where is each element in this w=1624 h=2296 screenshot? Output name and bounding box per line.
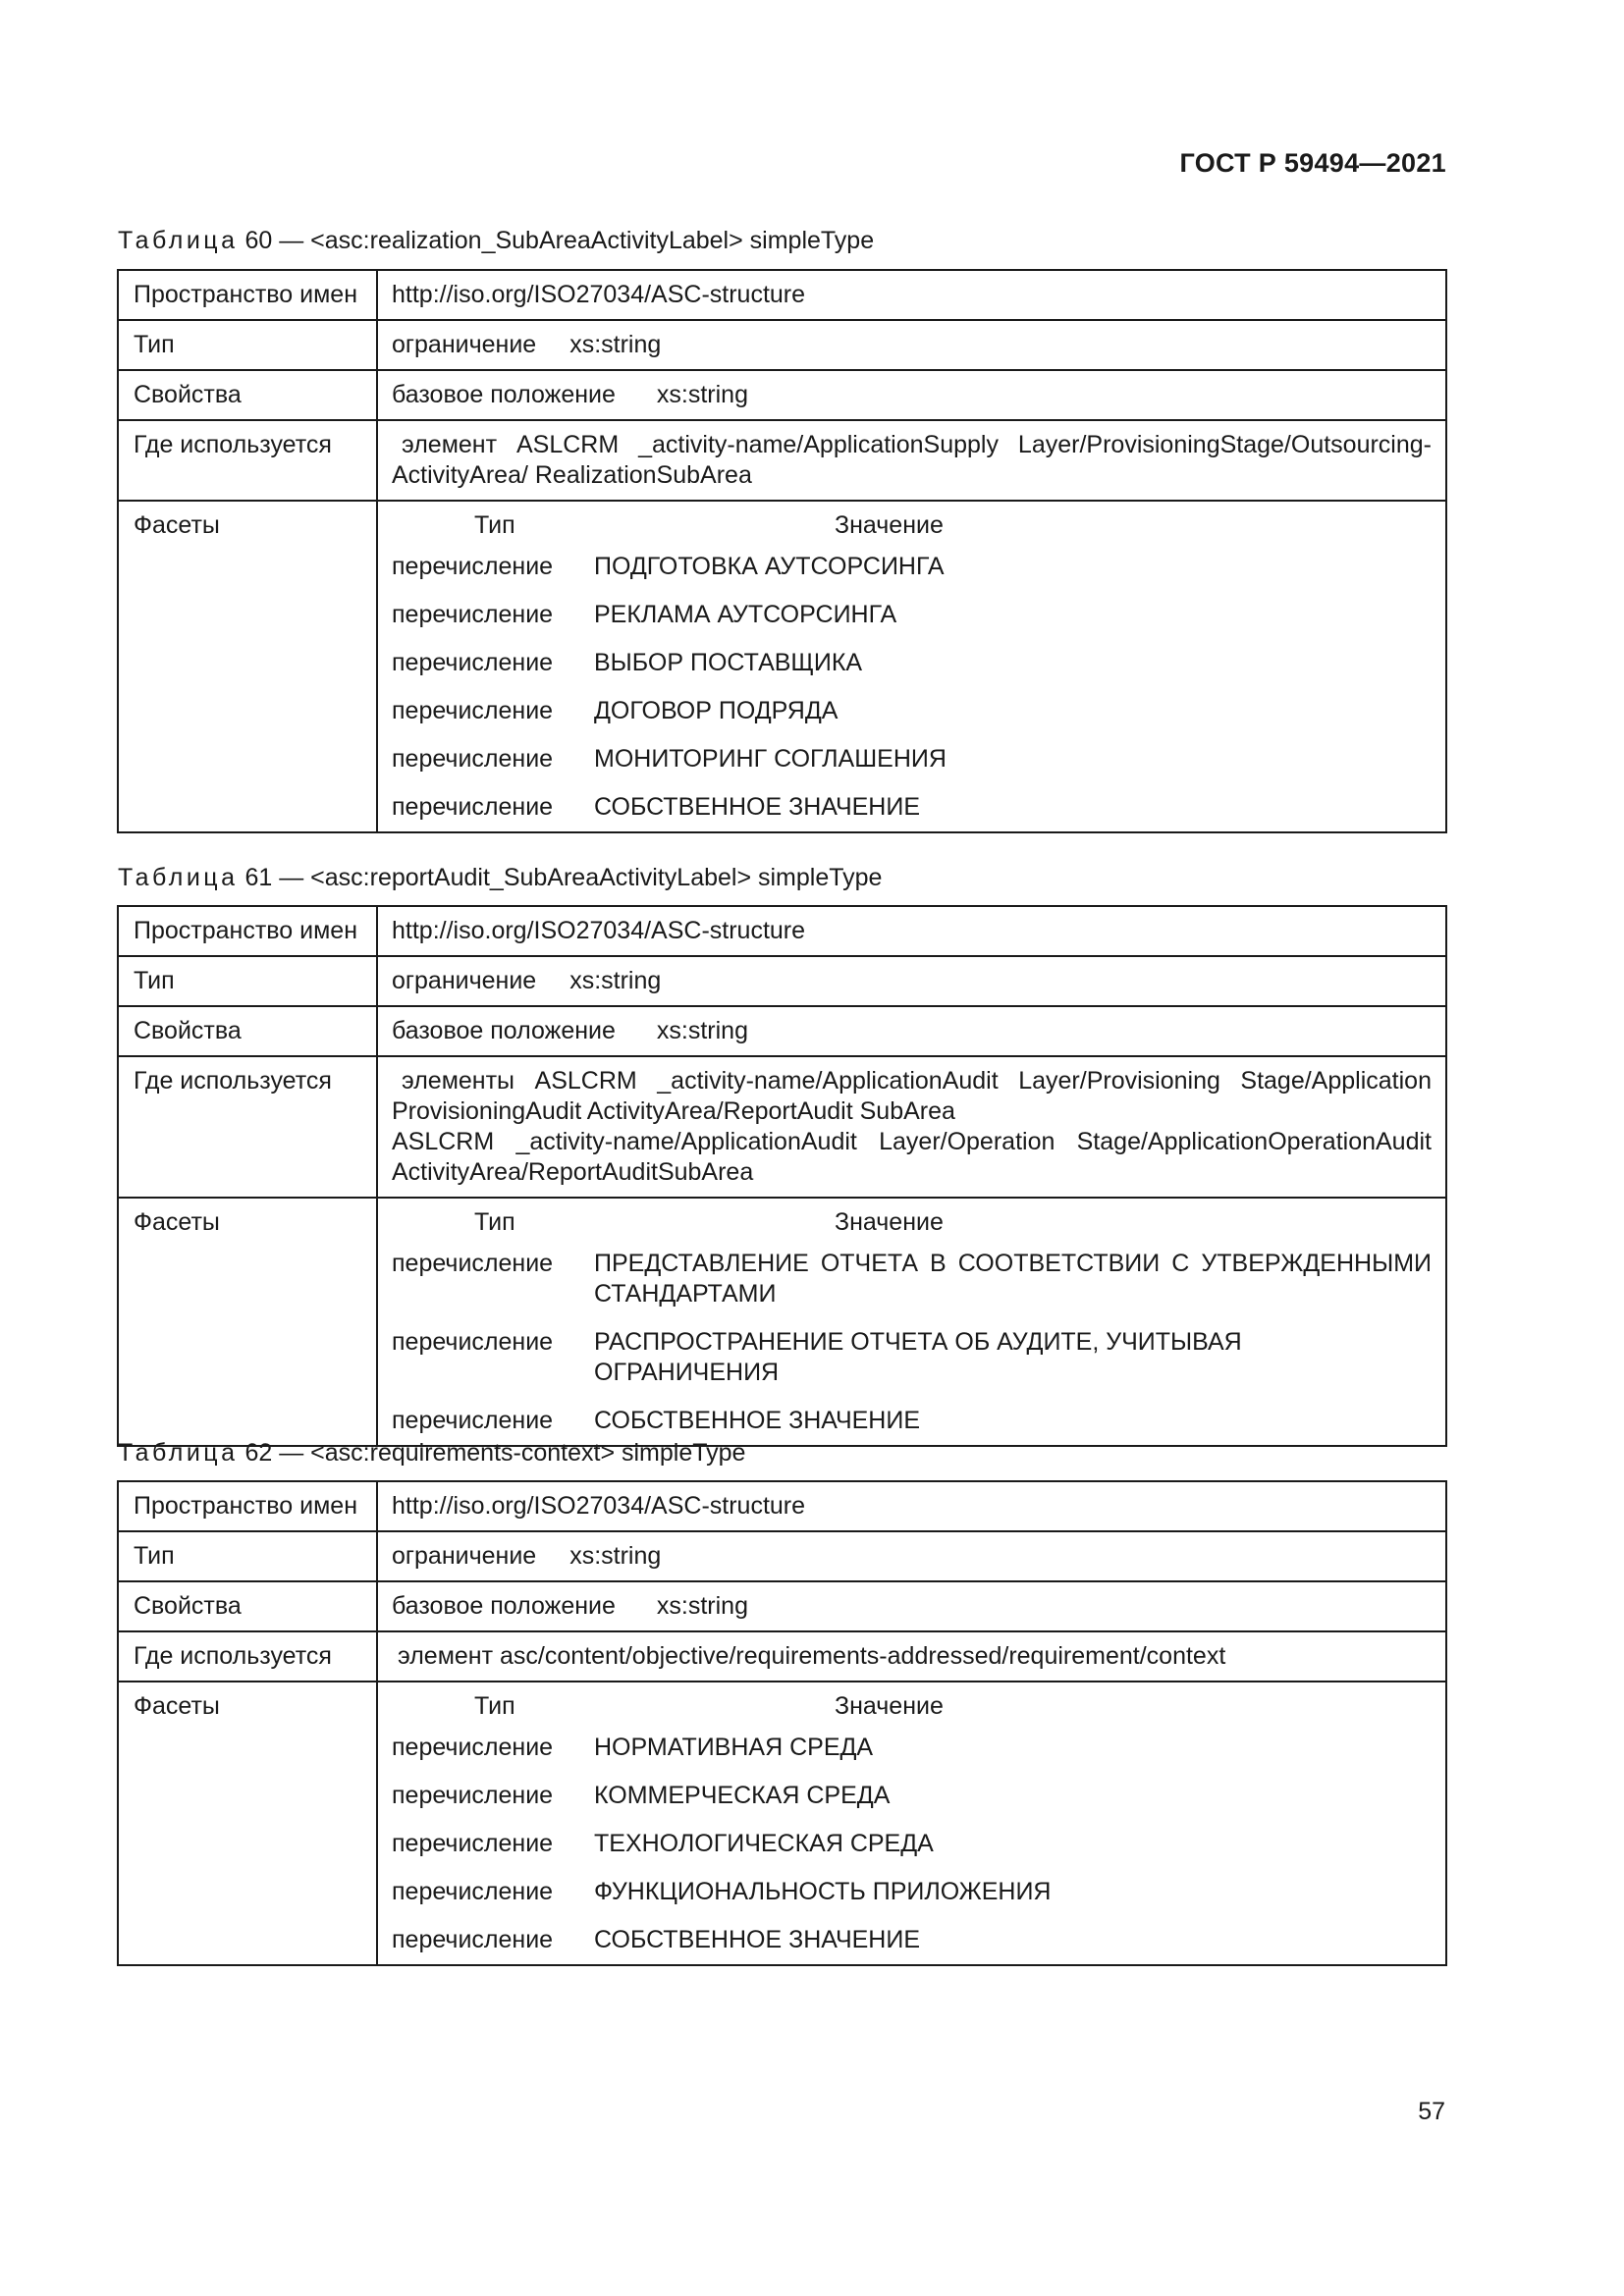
facet-value: ДОГОВОР ПОДРЯДА [594,697,839,724]
facet-value: КОММЕРЧЕСКАЯ СРЕДА [594,1782,891,1809]
props-cell [377,1581,1446,1631]
type-key: ограничение [392,1542,537,1570]
table-row [118,320,1446,370]
facet-row [392,1877,1432,1907]
namespace-label: Пространство имен [118,270,377,320]
schema-table-62 [117,1480,1447,1966]
props-key: базовое положение [392,1017,616,1044]
used-line: элементы ASLCRM _activity-name/ApplicationAudit Layer/Provisioning Stage/Application [402,1067,1432,1095]
facets-value-header: Значение [835,1692,944,1720]
facets-cell [377,1682,1446,1965]
facet-type: перечисление [392,1926,554,1953]
facets-type-header: Тип [474,511,515,539]
used-label: Где используется [118,1056,377,1198]
facets-value-header: Значение [835,511,944,539]
facets-label: Фасеты [118,501,377,832]
facet-row [392,552,1432,582]
facet-type: перечисление [392,553,554,580]
facet-value: ВЫБОР ПОСТАВЩИКА [594,649,863,676]
props-value: xs:string [656,1017,748,1044]
facets-cell [377,501,1446,832]
facets-label: Фасеты [118,1682,377,1965]
facet-row [392,1406,1432,1436]
used-line: элемент ASLCRM _activity-name/ApplicationSupply Layer/ProvisioningStage/Outsourcing- [402,431,1432,458]
table-caption-text: 62 — <asc:requirements-context> simpleType [238,1439,746,1467]
type-label: Тип [118,320,377,370]
facets-label: Фасеты [118,1198,377,1446]
type-value: xs:string [569,967,662,994]
table-caption-prefix: Таблица [118,227,239,254]
facet-row [392,696,1432,726]
table-row [118,906,1446,956]
facet-value: РЕКЛАМА АУТСОРСИНГА [594,601,897,628]
facet-value: ПРЕДСТАВЛЕНИЕ ОТЧЕТА В СООТВЕТСТВИИ С УТВЕРЖДЕННЫМИ СТАНДАРТАМИ [594,1250,1432,1308]
table-caption [118,227,874,255]
facet-type: перечисление [392,697,554,724]
facet-row [392,1249,1432,1309]
facet-value: ПОДГОТОВКА АУТСОРСИНГА [594,553,945,580]
table-row [118,501,1446,832]
facet-type: перечисление [392,1878,554,1905]
type-cell [377,320,1446,370]
facet-row [392,1829,1432,1859]
type-key: ограничение [392,331,537,358]
table-row [118,1631,1446,1682]
type-value: xs:string [569,1542,662,1570]
used-line: ActivityArea/ RealizationSubArea [392,461,752,489]
used-line: ProvisioningAudit ActivityArea/ReportAudit SubArea [392,1097,955,1125]
facet-row [392,792,1432,823]
used-label: Где используется [118,420,377,501]
table-row [118,956,1446,1006]
facet-type: перечисление [392,601,554,628]
schema-table-61 [117,905,1447,1447]
props-label: Свойства [118,1581,377,1631]
facet-row [392,648,1432,678]
table-caption-prefix: Таблица [118,864,239,891]
table-row [118,370,1446,420]
props-cell [377,1006,1446,1056]
facet-row [392,600,1432,630]
table-row [118,1198,1446,1446]
used-line: элемент asc/content/objective/requirements-addressed/requirement/context [398,1642,1226,1670]
facets-header [392,510,1432,542]
facets-cell [377,1198,1446,1446]
type-label: Тип [118,956,377,1006]
type-value: xs:string [569,331,662,358]
namespace-value: http://iso.org/ISO27034/ASC-structure [377,1481,1446,1531]
table-caption [118,1439,745,1468]
used-value [377,420,1446,501]
facet-value: РАСПРОСТРАНЕНИЕ ОТЧЕТА ОБ АУДИТЕ, УЧИТЫВАЯ ОГРАНИЧЕНИЯ [594,1328,1242,1386]
facets-header [392,1207,1432,1239]
used-value [377,1631,1446,1682]
facet-type: перечисление [392,649,554,676]
facet-type: перечисление [392,1250,554,1277]
facet-type: перечисление [392,745,554,773]
table-row [118,1006,1446,1056]
facet-value: МОНИТОРИНГ СОГЛАШЕНИЯ [594,745,947,773]
facet-value: ТЕХНОЛОГИЧЕСКАЯ СРЕДА [594,1830,934,1857]
facet-row [392,1925,1432,1955]
facet-type: перечисление [392,1328,554,1356]
props-label: Свойства [118,1006,377,1056]
table-row [118,1056,1446,1198]
facet-type: перечисление [392,1830,554,1857]
type-label: Тип [118,1531,377,1581]
namespace-value: http://iso.org/ISO27034/ASC-structure [377,270,1446,320]
props-value: xs:string [656,1592,748,1620]
namespace-value: http://iso.org/ISO27034/ASC-structure [377,906,1446,956]
facet-type: перечисление [392,793,554,821]
schema-table-60 [117,269,1447,833]
facet-type: перечисление [392,1782,554,1809]
facets-type-header: Тип [474,1692,515,1720]
used-label: Где используется [118,1631,377,1682]
type-key: ограничение [392,967,537,994]
table-caption-text: 61 — <asc:reportAudit_SubAreaActivityLabel> simpleType [238,864,883,891]
table-row [118,1531,1446,1581]
page-number: 57 [1418,2098,1445,2125]
props-value: xs:string [656,381,748,408]
facets-value-header: Значение [835,1208,944,1236]
facet-value: СОБСТВЕННОЕ ЗНАЧЕНИЕ [594,1407,921,1434]
facet-row [392,1781,1432,1811]
used-line: ASLCRM _activity-name/ApplicationAudit Layer/Operation Stage/ApplicationOperationAudit [392,1128,1432,1155]
table-row [118,420,1446,501]
props-cell [377,370,1446,420]
facets-header [392,1691,1432,1723]
namespace-label: Пространство имен [118,906,377,956]
table-row [118,1481,1446,1531]
namespace-label: Пространство имен [118,1481,377,1531]
props-label: Свойства [118,370,377,420]
facet-type: перечисление [392,1407,554,1434]
facet-value: СОБСТВЕННОЕ ЗНАЧЕНИЕ [594,1926,921,1953]
facet-row [392,1733,1432,1763]
table-row [118,1682,1446,1965]
facet-row [392,744,1432,774]
table-caption [118,864,882,892]
table-caption-prefix: Таблица [118,1439,239,1467]
table-row [118,1581,1446,1631]
facet-type: перечисление [392,1734,554,1761]
table-caption-text: 60 — <asc:realization_SubAreaActivityLabel> simpleType [238,227,875,254]
facet-value: ФУНКЦИОНАЛЬНОСТЬ ПРИЛОЖЕНИЯ [594,1878,1052,1905]
used-line: ActivityArea/ReportAuditSubArea [392,1158,754,1186]
facets-type-header: Тип [474,1208,515,1236]
facet-value: НОРМАТИВНАЯ СРЕДА [594,1734,874,1761]
props-key: базовое положение [392,381,616,408]
used-value [377,1056,1446,1198]
type-cell [377,1531,1446,1581]
facet-row [392,1327,1432,1388]
type-cell [377,956,1446,1006]
table-row [118,270,1446,320]
facet-value: СОБСТВЕННОЕ ЗНАЧЕНИЕ [594,793,921,821]
document-header: ГОСТ Р 59494—2021 [1179,148,1446,178]
props-key: базовое положение [392,1592,616,1620]
